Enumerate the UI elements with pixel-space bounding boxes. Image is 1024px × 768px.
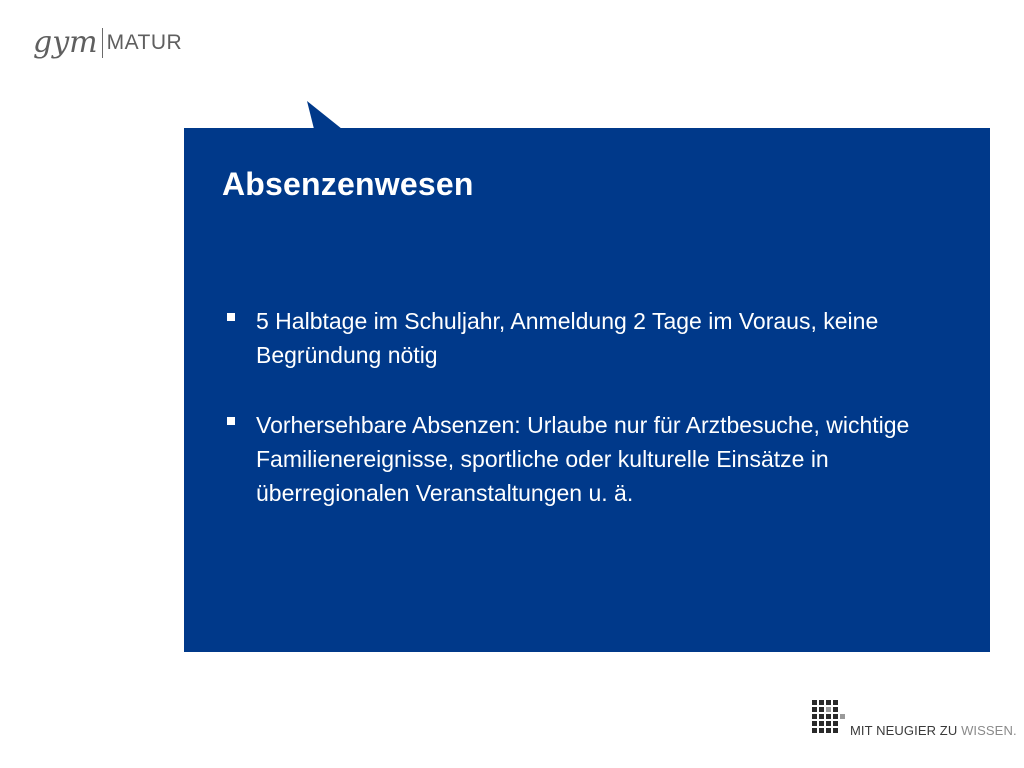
speech-pointer-icon	[306, 101, 342, 129]
bullet-item	[224, 408, 944, 510]
footer-brand	[812, 700, 1017, 738]
dot-grid-icon	[812, 700, 846, 738]
bullet-list	[224, 304, 944, 546]
logo-wordmark: MATUR	[106, 31, 183, 54]
logo-script-text: gym	[33, 25, 98, 60]
bullet-text: 5 Halbtage im Schuljahr, Anmeldung 2 Tage im Voraus, keine Begründung nötig	[256, 308, 879, 368]
footer-slogan	[850, 724, 1017, 738]
slogan-light: WISSEN.	[961, 723, 1017, 738]
bullet-text: Vorhersehbare Absenzen: Urlaube nur für Arztbesuche, wichtige Familienereignisse, sportliche oder kulturelle Einsätze in überregionalen Veranstaltungen u. ä.	[256, 412, 910, 506]
square-bullet-icon	[227, 417, 235, 425]
bullet-item	[224, 304, 944, 372]
slide-title: Absenzenwesen	[222, 166, 474, 202]
gymmatur-logo	[33, 26, 182, 60]
slogan-main: MIT NEUGIER ZU	[850, 723, 958, 738]
square-bullet-icon	[227, 313, 235, 321]
logo-divider	[102, 28, 103, 58]
